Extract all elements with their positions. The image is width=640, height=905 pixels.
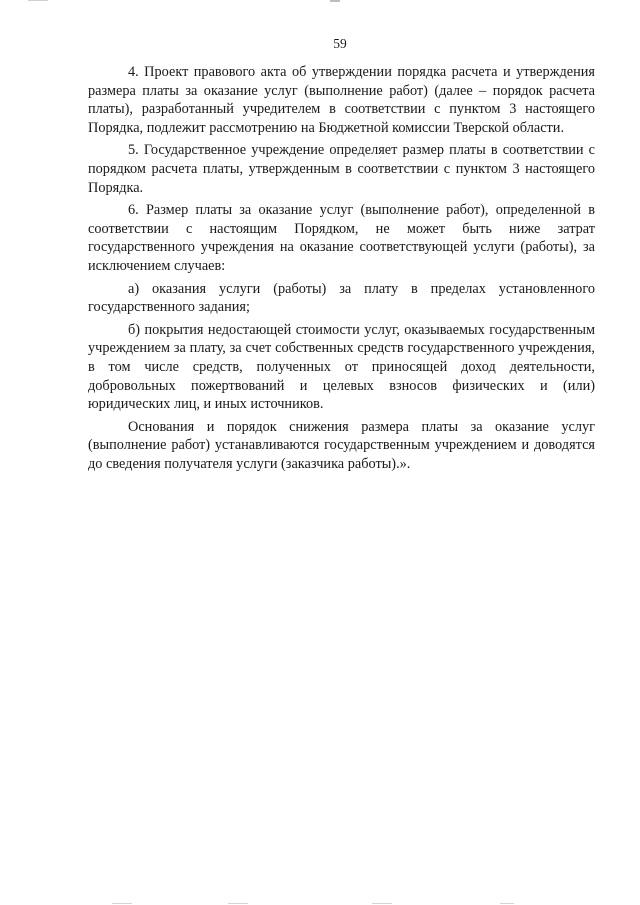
scan-artifact (500, 903, 514, 904)
scan-artifact (372, 903, 392, 904)
paragraph-6-item-a: а) оказания услуги (работы) за плату в пределах установленного государственного задания; (88, 280, 595, 316)
paragraph-6: 6. Размер платы за оказание услуг (выполнение работ), определенной в соответствии с настоящим Порядком, не может быть ниже затрат государственного учреждения на оказание соответствующей услуги (работы), за исключением случаев: (88, 202, 595, 274)
page-number: 59 (333, 36, 347, 51)
paragraph-5: 5. Государственное учреждение определяет размер платы в соответствии с порядком расчета платы, утвержденным в соответствии с пунктом 3 настоящего Порядка. (88, 142, 595, 196)
scan-artifact (112, 903, 132, 904)
document-body (88, 63, 595, 477)
scan-artifact (28, 0, 48, 1)
paragraph-closing: Основания и порядок снижения размера платы за оказание услуг (выполнение работ) устанавливаются государственным учреждением и доводятся до сведения получателя услуги (заказчика работы).». (88, 418, 595, 472)
scan-artifact (330, 0, 340, 2)
paragraph-6-item-b: б) покрытия недостающей стоимости услуг, оказываемых государственным учреждением за плату, за счет собственных средств государственного учреждения, в том числе средств, полученных от приносящей доход деятельности, добровольных пожертвований и целевых взносов физических и (или) юридических лиц, и иных источников. (88, 321, 595, 413)
scan-artifact (228, 903, 248, 904)
paragraph-4: 4. Проект правового акта об утверждении порядка расчета и утверждения размера платы за оказание услуг (выполнение работ) (далее – порядок расчета платы), разработанный учредителем в соответствии с пунктом 3 настоящего Порядка, подлежит рассмотрению на Бюджетной комиссии Тверской области. (88, 64, 595, 136)
